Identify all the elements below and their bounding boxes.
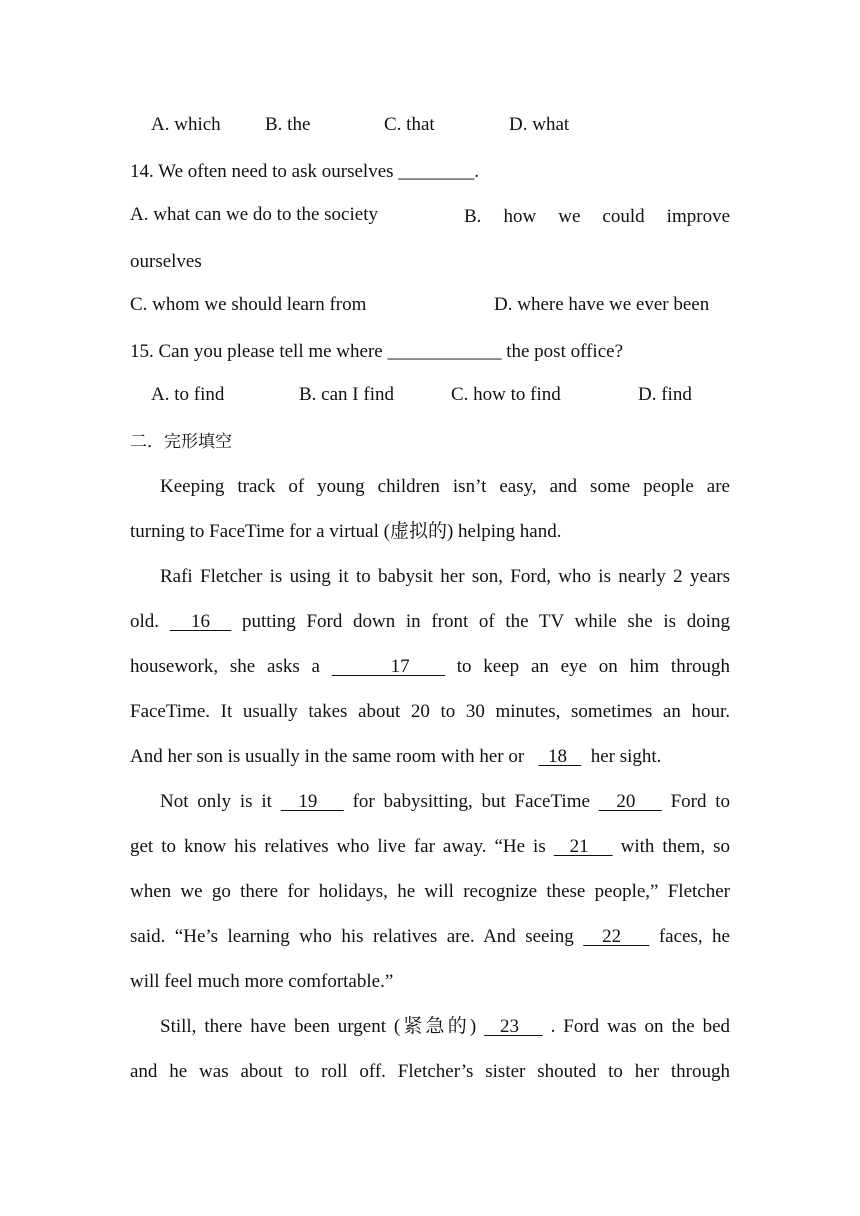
blank-22: 22 — [583, 926, 650, 947]
option-a: A. which — [151, 114, 221, 135]
question-15-stem: 15. Can you please tell me where ____________ the post office? — [130, 341, 623, 362]
passage-line: said. “He’s learning who his relatives are. And seeing 22 faces, he — [130, 926, 730, 947]
option-b: B. how we could improve — [464, 206, 730, 227]
blank-18: 18 — [538, 746, 582, 767]
section-title: 二．完形填空 — [130, 432, 232, 452]
option-c: C. how to find — [451, 384, 561, 405]
blank-19: 19 — [280, 791, 344, 812]
option-c: C. whom we should learn from — [130, 294, 367, 315]
option-a: A. to find — [151, 384, 225, 405]
passage-line: turning to FaceTime for a virtual (虚拟的) helping hand. — [130, 521, 562, 542]
passage-line: when we go there for holidays, he will recognize these people,” Fletcher — [130, 881, 730, 902]
option-a: A. what can we do to the society — [130, 204, 378, 225]
passage-line: and he was about to roll off. Fletcher’s sister shouted to her through — [130, 1061, 730, 1082]
blank-20: 20 — [598, 791, 662, 812]
passage-line: old. 16 putting Ford down in front of the TV while she is doing — [130, 611, 731, 632]
option-d: D. what — [509, 114, 570, 135]
passage-line: housework, she asks a 17 to keep an eye on him through — [130, 656, 731, 677]
passage-line: Keeping track of young children isn’t easy, and some people are — [160, 476, 730, 497]
option-d: D. where have we ever been — [494, 294, 710, 315]
passage-line: will feel much more comfortable.” — [130, 971, 394, 992]
option-c: C. that — [384, 114, 435, 135]
option-b-continued: ourselves — [130, 251, 202, 272]
option-b: B. can I find — [299, 384, 394, 405]
passage-line: And her son is usually in the same room with her or 18 her sight. — [130, 746, 662, 767]
passage-line: Still, there have been urgent (紧急的) 23 . Ford was on the bed — [160, 1016, 731, 1037]
passage-line: Rafi Fletcher is using it to babysit her son, Ford, who is nearly 2 years — [160, 566, 730, 587]
blank-23: 23 — [484, 1016, 543, 1037]
option-d: D. find — [638, 384, 692, 405]
question-14-stem: 14. We often need to ask ourselves ________. — [130, 161, 480, 182]
passage-line: Not only is it 19 for babysitting, but FaceTime 20 Ford to — [160, 791, 731, 812]
passage-line: get to know his relatives who live far away. “He is 21 with them, so — [130, 836, 731, 857]
passage-line: FaceTime. It usually takes about 20 to 30 minutes, sometimes an hour. — [130, 701, 730, 722]
blank-16: 16 — [169, 611, 232, 632]
blank-21: 21 — [553, 836, 613, 857]
blank-17: 17 — [331, 656, 445, 677]
option-b: B. the — [265, 114, 311, 135]
